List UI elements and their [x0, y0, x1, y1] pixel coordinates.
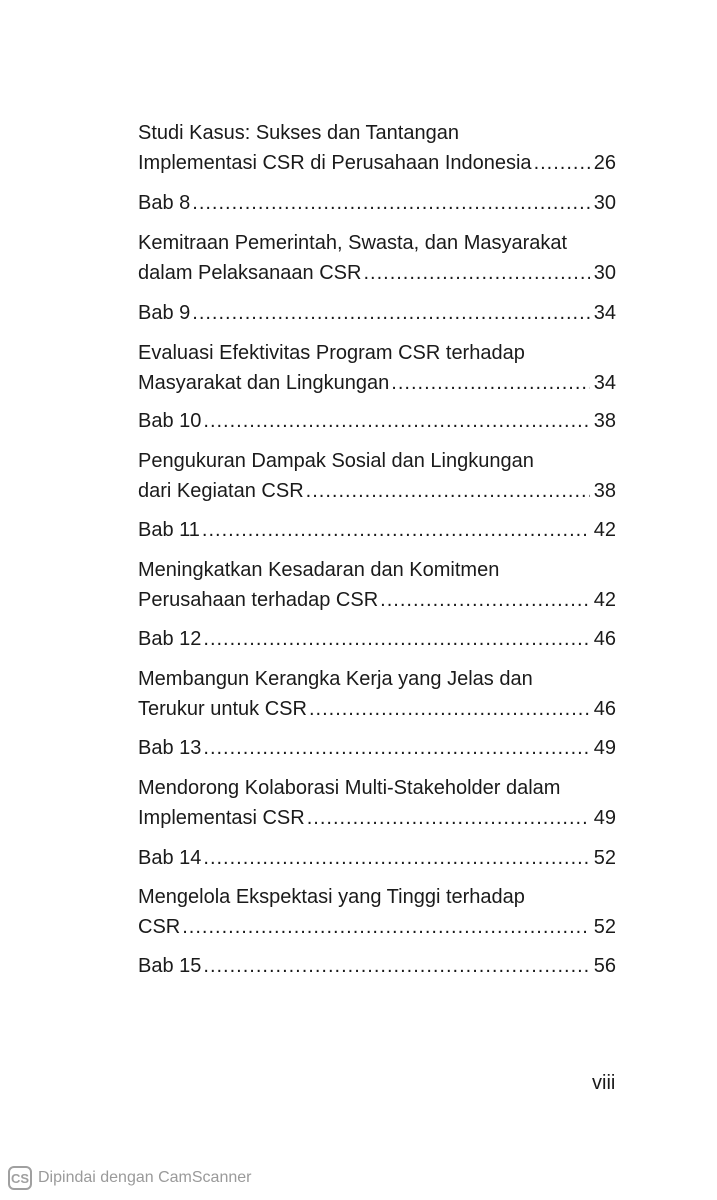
- toc-page-number: 52: [593, 916, 616, 938]
- toc-entry-title-last-line: Implementasi CSR di Perusahaan Indonesia: [138, 152, 532, 174]
- toc-page-number: 30: [593, 192, 616, 214]
- toc-page-number: 46: [593, 698, 616, 720]
- dot-leader: [306, 476, 590, 506]
- camscanner-logo-icon: CS: [8, 1166, 32, 1190]
- toc-entry-row: [138, 951, 616, 981]
- toc-entry: [138, 733, 616, 763]
- chapter-label: Bab 10: [138, 410, 202, 432]
- toc-entry-title-line: Pengukuran Dampak Sosial dan Lingkungan: [138, 450, 534, 472]
- toc-page-number: 56: [593, 955, 616, 977]
- toc-entry: [138, 951, 616, 981]
- toc-entry: [138, 664, 616, 724]
- toc-entry-row: [138, 258, 616, 288]
- chapter-label: Bab 13: [138, 737, 202, 759]
- toc-entry: [138, 228, 616, 288]
- dot-leader: [192, 188, 589, 218]
- toc-entry-row: [138, 476, 616, 506]
- toc-entry: [138, 338, 616, 398]
- toc-page-number: 34: [593, 302, 616, 324]
- toc-entry-row: [138, 803, 616, 833]
- dot-leader: [192, 298, 589, 328]
- toc-entry: [138, 118, 616, 178]
- toc-entry-title-last-line: dari Kegiatan CSR: [138, 480, 304, 502]
- dot-leader: [307, 803, 590, 833]
- toc-page-number: 42: [593, 589, 616, 611]
- toc-entry-title-last-line: dalam Pelaksanaan CSR: [138, 262, 362, 284]
- dot-leader: [203, 951, 589, 981]
- toc-entry-row: [138, 298, 616, 328]
- toc-entry-row: [138, 148, 616, 178]
- dot-leader: [391, 368, 589, 398]
- dot-leader: [203, 733, 589, 763]
- toc-page-number: 46: [593, 628, 616, 650]
- dot-leader: [203, 624, 589, 654]
- scanner-watermark: [8, 1166, 251, 1190]
- toc-entry-row: [138, 368, 616, 398]
- toc-page-number: 52: [593, 847, 616, 869]
- toc-page-number: 38: [593, 410, 616, 432]
- dot-leader: [182, 912, 590, 942]
- chapter-label: Bab 12: [138, 628, 202, 650]
- watermark-text: Dipindai dengan CamScanner: [38, 1169, 252, 1186]
- toc-page-number: 30: [593, 262, 616, 284]
- toc-entry-title-line: Meningkatkan Kesadaran dan Komitmen: [138, 559, 500, 581]
- table-of-contents: [138, 118, 616, 981]
- chapter-label: Bab 15: [138, 955, 202, 977]
- toc-entry-title-line: Kemitraan Pemerintah, Swasta, dan Masyarakat: [138, 232, 568, 254]
- toc-entry: [138, 446, 616, 506]
- toc-entry-title-line: Evaluasi Efektivitas Program CSR terhadap: [138, 342, 525, 364]
- toc-entry-row: [138, 188, 616, 218]
- toc-entry: [138, 882, 616, 942]
- toc-entry-row: [138, 585, 616, 615]
- toc-entry-title-last-line: Masyarakat dan Lingkungan: [138, 372, 390, 394]
- dot-leader: [380, 585, 590, 615]
- toc-page-number: 49: [593, 737, 616, 759]
- toc-entry-title-last-line: Terukur untuk CSR: [138, 698, 307, 720]
- page-number: viii: [592, 1072, 616, 1094]
- toc-page-number: 26: [593, 152, 616, 174]
- dot-leader: [203, 843, 589, 873]
- toc-entry-row: [138, 406, 616, 436]
- dot-leader: [534, 148, 590, 178]
- toc-entry-title-line: Mengelola Ekspektasi yang Tinggi terhadap: [138, 886, 525, 908]
- toc-entry-row: [138, 624, 616, 654]
- toc-page-number: 38: [593, 480, 616, 502]
- toc-entry-title-last-line: Implementasi CSR: [138, 807, 305, 829]
- toc-entry: [138, 406, 616, 436]
- toc-entry: [138, 188, 616, 218]
- toc-entry-title-line: Mendorong Kolaborasi Multi-Stakeholder dalam: [138, 777, 561, 799]
- toc-page-number: 34: [593, 372, 616, 394]
- toc-entry-title-last-line: CSR: [138, 916, 181, 938]
- toc-entry-row: [138, 912, 616, 942]
- toc-entry: [138, 555, 616, 615]
- toc-entry-title-line: Membangun Kerangka Kerja yang Jelas dan: [138, 668, 533, 690]
- dot-leader: [309, 694, 590, 724]
- dot-leader: [202, 515, 590, 545]
- toc-entry: [138, 773, 616, 833]
- toc-entry-row: [138, 694, 616, 724]
- toc-entry-row: [138, 515, 616, 545]
- toc-entry-title-last-line: Perusahaan terhadap CSR: [138, 589, 379, 611]
- chapter-label: Bab 11: [138, 519, 200, 541]
- toc-entry: [138, 624, 616, 654]
- toc-entry-row: [138, 733, 616, 763]
- toc-page-number: 49: [593, 807, 616, 829]
- dot-leader: [363, 258, 589, 288]
- dot-leader: [203, 406, 589, 436]
- chapter-label: Bab 14: [138, 847, 202, 869]
- toc-entry-title-line: Studi Kasus: Sukses dan Tantangan: [138, 122, 459, 144]
- toc-entry: [138, 298, 616, 328]
- chapter-label: Bab 8: [138, 192, 191, 214]
- toc-entry: [138, 843, 616, 873]
- toc-entry: [138, 515, 616, 545]
- toc-page-number: 42: [593, 519, 616, 541]
- chapter-label: Bab 9: [138, 302, 191, 324]
- toc-entry-row: [138, 843, 616, 873]
